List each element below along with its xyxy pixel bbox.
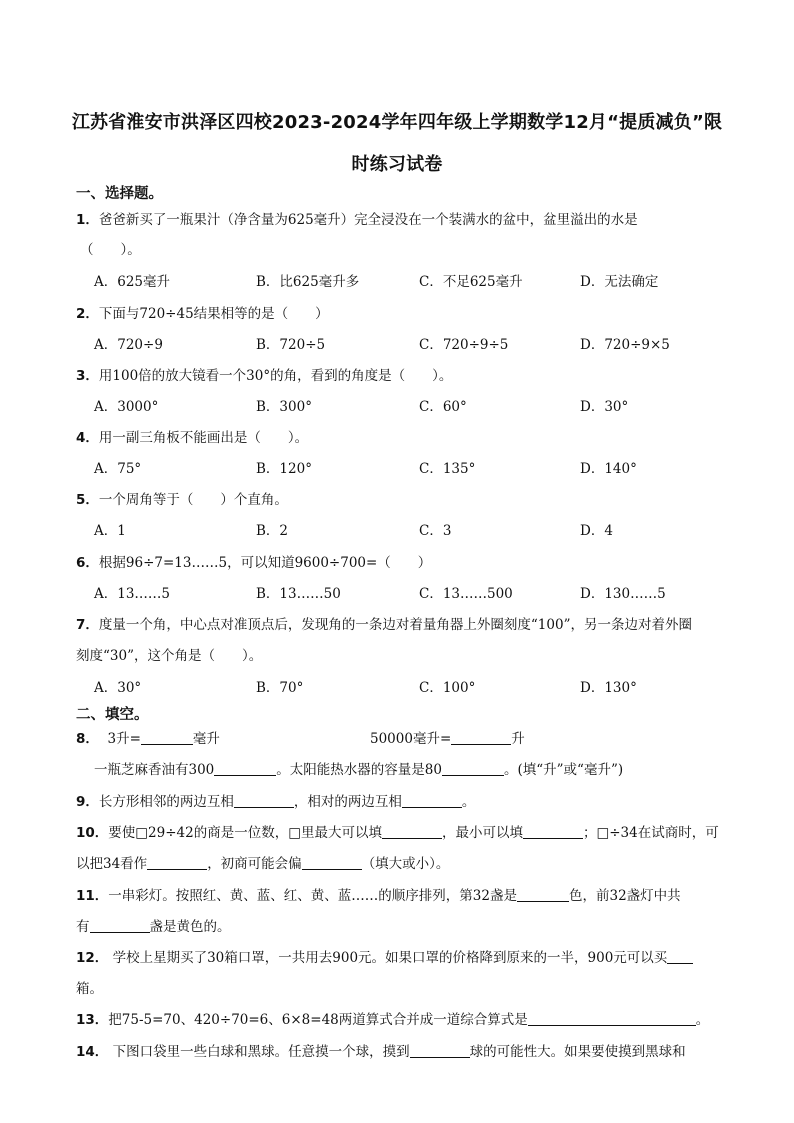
q5-option-a[interactable]: A．1: [94, 523, 126, 539]
exam-title-line2: 时练习试卷: [351, 154, 443, 175]
answer-blank[interactable]: [147, 855, 207, 870]
q1-option-d[interactable]: D．无法确定: [580, 274, 659, 290]
question-6: [76, 551, 431, 571]
question-text: 。(填“升”或“毫升”): [503, 762, 624, 778]
question-8-part-b: [370, 727, 525, 747]
q7-option-a[interactable]: A．30°: [94, 680, 142, 696]
exam-title-line1: 江苏省淮安市洪泽区四校2023-2024学年四年级上学期数学12月“提质减负”限: [71, 112, 723, 133]
question-number: 6．: [76, 555, 99, 571]
unit-text: 升: [511, 731, 525, 747]
question-7: [76, 613, 692, 633]
question-number: 5．: [76, 492, 99, 508]
question-number: 14．: [76, 1044, 109, 1060]
answer-blank[interactable]: [410, 1043, 470, 1058]
answer-blank[interactable]: [451, 730, 511, 745]
question-text: 一个周角等于（ ）个直角。: [98, 492, 288, 508]
question-9: [76, 790, 475, 810]
unit-text: 毫升: [192, 731, 220, 747]
question-7-continued: 刻度“30”，这个角是（ ）。: [76, 648, 263, 664]
question-number: 2．: [76, 306, 99, 322]
question-12-continued: 箱。: [76, 981, 103, 997]
question-1: [76, 208, 638, 228]
question-8-part-c: [94, 758, 623, 778]
q2-option-c[interactable]: C．720÷9÷5: [419, 337, 509, 353]
q4-option-c[interactable]: C．135°: [419, 461, 476, 477]
q2-option-a[interactable]: A．720÷9: [94, 337, 163, 353]
question-text: 度量一个角，中心点对准顶点后，发现角的一条边对着量角器上外圈刻度“100”，另一条边对着外圈: [98, 617, 692, 633]
question-text: 50000毫升=: [370, 731, 452, 747]
question-number: 1．: [76, 212, 99, 228]
question-number: 8．: [76, 731, 99, 747]
question-10: [76, 821, 719, 841]
question-number: 11．: [76, 888, 109, 904]
q6-option-d[interactable]: D．130……5: [580, 586, 666, 602]
question-13: [76, 1008, 709, 1028]
answer-blank[interactable]: [234, 793, 294, 808]
q5-option-b[interactable]: B．2: [256, 523, 289, 539]
q5-option-c[interactable]: C．3: [419, 523, 452, 539]
question-14: [76, 1040, 686, 1060]
question-text: 球的可能性大。如果要使摸到黑球和: [469, 1044, 686, 1060]
question-text: 下面与720÷45结果相等的是（ ）: [98, 306, 329, 322]
question-11-continued: [76, 915, 231, 935]
q2-option-b[interactable]: B．720÷5: [256, 337, 326, 353]
answer-blank[interactable]: [402, 793, 462, 808]
question-5: [76, 488, 288, 508]
answer-blank[interactable]: [302, 855, 362, 870]
question-number: 10．: [76, 825, 109, 841]
question-2: [76, 302, 329, 322]
question-text: 色，前32盏灯中共: [568, 888, 681, 904]
question-text: 。: [461, 794, 476, 810]
question-text: 下图口袋里一些白球和黑球。任意摸一个球，摸到: [112, 1044, 410, 1060]
q4-option-d[interactable]: D．140°: [580, 461, 637, 477]
question-text: ，初商可能会偏: [207, 856, 302, 872]
q1-option-a[interactable]: A．625毫升: [94, 274, 171, 290]
question-text: 以把34看作: [76, 856, 148, 872]
question-4: [76, 426, 308, 446]
question-8: [76, 727, 220, 747]
question-text: ，最小可以填: [441, 825, 523, 841]
question-number: 12．: [76, 950, 109, 966]
question-number: 13．: [76, 1012, 109, 1028]
question-text: 用100倍的放大镜看一个30°的角，看到的角度是（ ）。: [98, 368, 453, 384]
question-text: 。: [695, 1012, 710, 1028]
q4-option-b[interactable]: B．120°: [256, 461, 312, 477]
section-fill-in: 二、填空。: [76, 707, 149, 723]
question-number: 7．: [76, 617, 99, 633]
question-number: 3．: [76, 368, 99, 384]
question-text: 要使□29÷42的商是一位数，□里最大可以填: [108, 825, 382, 841]
q3-option-b[interactable]: B．300°: [256, 399, 312, 415]
question-text: 一串彩灯。按照红、黄、蓝、红、黄、蓝……的顺序排列，第32盏是: [108, 888, 517, 904]
q2-option-d[interactable]: D．720÷9×5: [580, 337, 670, 353]
question-text: 3升=: [107, 731, 141, 747]
question-text: 盏是黄色的。: [149, 919, 231, 935]
answer-blank[interactable]: [517, 887, 569, 902]
question-text: 长方形相邻的两边互相: [98, 794, 234, 810]
section-multiple-choice: 一、选择题。: [76, 186, 163, 202]
answer-blank[interactable]: [528, 1011, 696, 1026]
answer-blank[interactable]: [382, 824, 442, 839]
q6-option-a[interactable]: A．13……5: [94, 586, 171, 602]
question-text: 根据96÷7=13……5，可以知道9600÷700=（ ）: [98, 555, 432, 571]
question-3: [76, 364, 452, 384]
q3-option-d[interactable]: D．30°: [580, 399, 629, 415]
q4-option-a[interactable]: A．75°: [94, 461, 142, 477]
answer-blank[interactable]: [214, 761, 276, 776]
question-number: 9．: [76, 794, 99, 810]
question-10-continued: [76, 852, 449, 872]
question-text: ，相对的两边互相: [293, 794, 402, 810]
question-text: 。太阳能热水器的容量是80: [276, 762, 442, 778]
q7-option-c[interactable]: C．100°: [419, 680, 476, 696]
q3-option-a[interactable]: A．3000°: [94, 399, 159, 415]
answer-blank[interactable]: [442, 761, 504, 776]
question-number: 4．: [76, 430, 99, 446]
question-text: （填大或小）。: [361, 856, 450, 872]
q5-option-d[interactable]: D．4: [580, 523, 613, 539]
question-12: [76, 946, 693, 966]
q7-option-d[interactable]: D．130°: [580, 680, 637, 696]
answer-blank[interactable]: [90, 918, 150, 933]
q3-option-c[interactable]: C．60°: [419, 399, 467, 415]
question-text: 一瓶芝麻香油有300: [94, 762, 215, 778]
q1-option-c[interactable]: C．不足625毫升: [419, 274, 523, 290]
answer-blank[interactable]: [141, 730, 193, 745]
q6-option-c[interactable]: C．13……500: [419, 586, 513, 602]
question-1-continued: （ ）。: [80, 242, 141, 258]
q1-option-b[interactable]: B．比625毫升多: [256, 274, 360, 290]
question-text: 学校上星期买了30箱口罩，一共用去900元。如果口罩的价格降到原来的一半，900元可以买: [112, 950, 668, 966]
q7-option-b[interactable]: B．70°: [256, 680, 304, 696]
answer-blank[interactable]: [667, 949, 693, 964]
question-text: 爸爸新买了一瓶果汁（净含量为625毫升）完全浸没在一个装满水的盆中，盆里溢出的水是: [98, 212, 638, 228]
q6-option-b[interactable]: B．13……50: [256, 586, 341, 602]
question-text: 用一副三角板不能画出是（ ）。: [98, 430, 309, 446]
question-text: 把75-5=70、420÷70=6、6×8=48两道算式合并成一道综合算式是: [108, 1012, 528, 1028]
question-text: 有: [76, 919, 90, 935]
question-11: [76, 884, 681, 904]
answer-blank[interactable]: [523, 824, 583, 839]
question-text: ；□÷34在试商时，可: [582, 825, 719, 841]
